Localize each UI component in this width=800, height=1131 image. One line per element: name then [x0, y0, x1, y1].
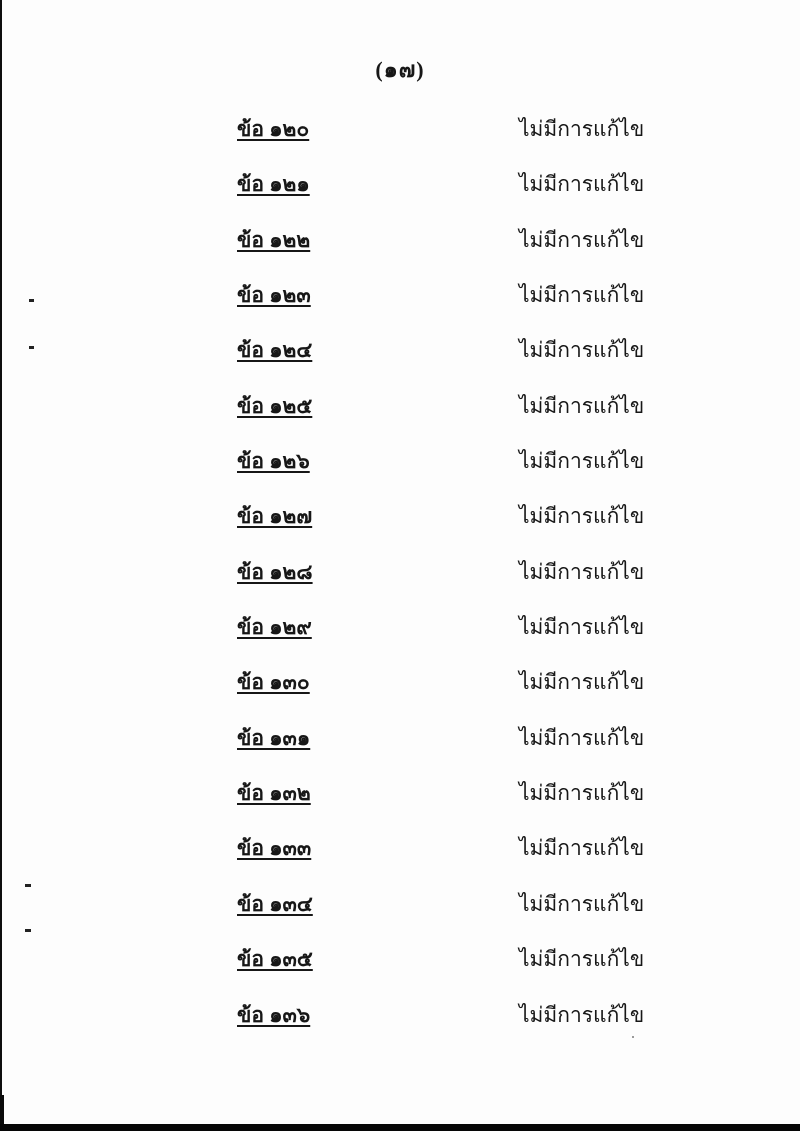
clause-status: ไม่มีการแก้ไข [519, 338, 645, 363]
clause-label: ข้อ ๑๓๖ [237, 1002, 311, 1027]
clause-status: ไม่มีการแก้ไข [519, 781, 645, 806]
clause-status: ไม่มีการแก้ไข [519, 670, 645, 695]
clause-status: ไม่มีการแก้ไข [519, 615, 645, 640]
clause-row [0, 441, 800, 496]
clause-row [0, 884, 800, 939]
scan-bottom-bar [0, 1124, 800, 1131]
clause-status: ไม่มีการแก้ไข [519, 891, 645, 916]
clause-label: ข้อ ๑๓๑ [237, 725, 311, 750]
clause-status: ไม่มีการแก้ไข [519, 947, 645, 972]
scan-speck [29, 299, 34, 302]
clause-status: ไม่มีการแก้ไข [519, 172, 645, 197]
clause-label: ข้อ ๑๒๙ [237, 615, 312, 640]
clause-row [0, 496, 800, 551]
clause-label: ข้อ ๑๒๕ [237, 393, 313, 418]
clause-row [0, 607, 800, 662]
clause-status: ไม่มีการแก้ไข [519, 559, 645, 584]
clause-status: ไม่มีการแก้ไข [519, 725, 645, 750]
page-number: (๑๗) [375, 57, 425, 82]
clause-status: ไม่มีการแก้ไข [519, 504, 645, 529]
clause-row [0, 995, 800, 1050]
clause-label: ข้อ ๑๒๘ [237, 559, 313, 584]
scan-speck [29, 346, 34, 349]
clause-row [0, 109, 800, 164]
clause-label: ข้อ ๑๓๔ [237, 891, 313, 916]
clause-status: ไม่มีการแก้ไข [519, 117, 645, 141]
clause-row [0, 718, 800, 773]
clause-status: ไม่มีการแก้ไข [519, 283, 645, 308]
clause-row [0, 828, 800, 883]
clause-row [0, 773, 800, 828]
clause-status: ไม่มีการแก้ไข [519, 1002, 645, 1027]
clause-list [0, 109, 800, 1050]
scan-speck [632, 1036, 634, 1038]
clause-status: ไม่มีการแก้ไข [519, 836, 645, 861]
clause-label: ข้อ ๑๒๒ [237, 227, 311, 252]
clause-label: ข้อ ๑๓๐ [237, 670, 310, 695]
clause-row [0, 939, 800, 994]
clause-row [0, 275, 800, 330]
clause-label: ข้อ ๑๒๔ [237, 338, 313, 363]
clause-row [0, 220, 800, 275]
clause-label: ข้อ ๑๒๖ [237, 449, 310, 474]
clause-row [0, 386, 800, 441]
clause-row [0, 662, 800, 717]
clause-status: ไม่มีการแก้ไข [519, 227, 645, 252]
clause-label: ข้อ ๑๒๗ [237, 504, 313, 529]
clause-status: ไม่มีการแก้ไข [519, 449, 645, 474]
clause-row [0, 552, 800, 607]
clause-label: ข้อ ๑๓๕ [237, 947, 313, 972]
clause-label: ข้อ ๑๒๓ [237, 283, 311, 308]
clause-label: ข้อ ๑๒๑ [237, 172, 310, 197]
clause-label: ข้อ ๑๓๒ [237, 781, 311, 806]
clause-row [0, 330, 800, 385]
clause-status: ไม่มีการแก้ไข [519, 393, 645, 418]
clause-label: ข้อ ๑๓๓ [237, 836, 312, 861]
clause-row [0, 164, 800, 219]
scan-speck [25, 929, 31, 932]
scan-speck [25, 884, 31, 887]
clause-label: ข้อ ๑๒๐ [237, 117, 310, 141]
